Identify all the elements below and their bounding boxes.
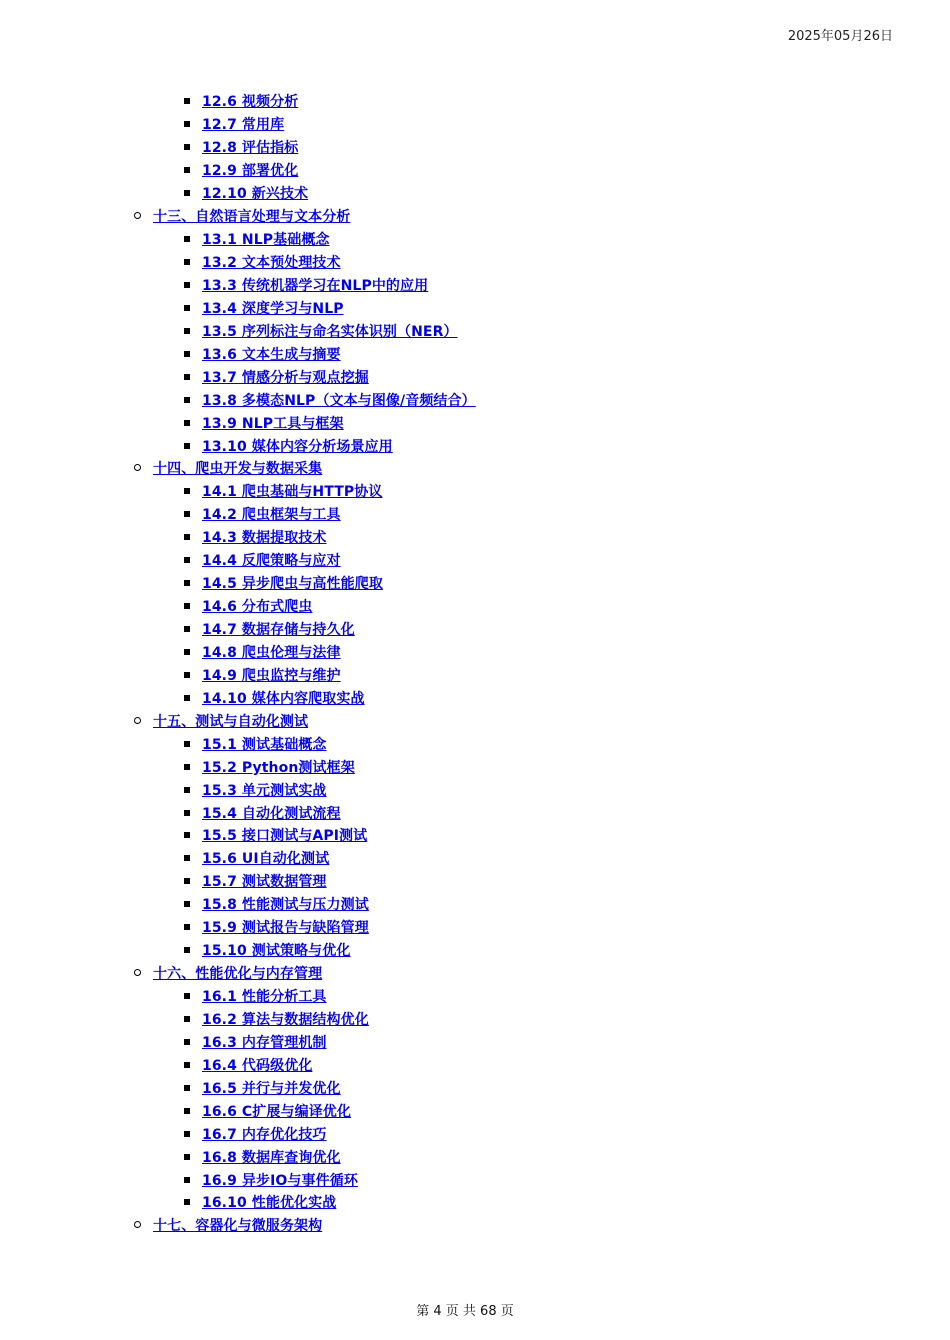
square-bullet-icon: [184, 1016, 190, 1022]
toc-subsection: [0, 1076, 900, 1099]
toc-subsection: [0, 893, 900, 916]
toc-link[interactable]: 15.1 测试基础概念: [202, 736, 327, 753]
toc-subsection: [0, 686, 900, 709]
toc-link[interactable]: 15.3 单元测试实战: [202, 782, 327, 799]
toc-subsection: [0, 1008, 900, 1031]
circle-bullet-icon: [134, 1221, 141, 1228]
square-bullet-icon: [184, 282, 190, 288]
square-bullet-icon: [184, 397, 190, 403]
square-bullet-icon: [184, 603, 190, 609]
square-bullet-icon: [184, 1131, 190, 1137]
toc-link[interactable]: 12.7 常用库: [202, 117, 285, 134]
toc-subsection: [0, 434, 900, 457]
toc-subsection: [0, 1191, 900, 1214]
toc-link[interactable]: 15.4 自动化测试流程: [202, 805, 341, 822]
square-bullet-icon: [184, 1085, 190, 1091]
toc-subsection: [0, 251, 900, 274]
table-of-contents: [0, 90, 900, 1237]
toc-subsection: [0, 985, 900, 1008]
square-bullet-icon: [184, 649, 190, 655]
toc-section: [0, 1214, 900, 1237]
toc-link[interactable]: 14.5 异步爬虫与高性能爬取: [202, 576, 383, 593]
toc-link[interactable]: 14.4 反爬策略与应对: [202, 553, 341, 570]
square-bullet-icon: [184, 121, 190, 127]
toc-subsection: [0, 228, 900, 251]
toc-subsection: [0, 870, 900, 893]
toc-subsection: [0, 113, 900, 136]
square-bullet-icon: [184, 98, 190, 104]
toc-subsection: [0, 480, 900, 503]
square-bullet-icon: [184, 855, 190, 861]
square-bullet-icon: [184, 695, 190, 701]
toc-subsection: [0, 1099, 900, 1122]
toc-link[interactable]: 16.9 异步IO与事件循环: [202, 1172, 358, 1189]
toc-link[interactable]: 13.7 情感分析与观点挖掘: [202, 369, 369, 386]
toc-subsection: [0, 365, 900, 388]
toc-link[interactable]: 16.2 算法与数据结构优化: [202, 1011, 369, 1028]
toc-link[interactable]: 14.3 数据提取技术: [202, 530, 327, 547]
toc-link[interactable]: 14.10 媒体内容爬取实战: [202, 690, 365, 707]
square-bullet-icon: [184, 351, 190, 357]
toc-link[interactable]: 十四、爬虫开发与数据采集: [153, 461, 323, 478]
page-date: 2025年05月26日: [787, 29, 893, 44]
toc-link[interactable]: 16.4 代码级优化: [202, 1057, 313, 1074]
toc-link[interactable]: 13.10 媒体内容分析场景应用: [202, 438, 393, 455]
toc-link[interactable]: 14.2 爬虫框架与工具: [202, 507, 341, 524]
toc-subsection: [0, 641, 900, 664]
circle-bullet-icon: [134, 717, 141, 724]
toc-subsection: [0, 847, 900, 870]
toc-link[interactable]: 14.6 分布式爬虫: [202, 599, 313, 616]
toc-subsection: [0, 526, 900, 549]
toc-link[interactable]: 12.6 视频分析: [202, 94, 299, 111]
toc-subsection: [0, 342, 900, 365]
toc-link[interactable]: 十六、性能优化与内存管理: [153, 966, 323, 983]
square-bullet-icon: [184, 901, 190, 907]
toc-link[interactable]: 16.6 C扩展与编译优化: [202, 1103, 351, 1120]
toc-link[interactable]: 15.8 性能测试与压力测试: [202, 897, 369, 914]
toc-link[interactable]: 13.6 文本生成与摘要: [202, 346, 341, 363]
toc-link[interactable]: 15.2 Python测试框架: [202, 759, 355, 776]
square-bullet-icon: [184, 787, 190, 793]
toc-subsection: [0, 388, 900, 411]
square-bullet-icon: [184, 534, 190, 540]
square-bullet-icon: [184, 1108, 190, 1114]
toc-link[interactable]: 15.9 测试报告与缺陷管理: [202, 920, 369, 937]
toc-subsection: [0, 1168, 900, 1191]
square-bullet-icon: [184, 305, 190, 311]
square-bullet-icon: [184, 144, 190, 150]
toc-link[interactable]: 13.5 序列标注与命名实体识别（NER）: [202, 323, 458, 340]
square-bullet-icon: [184, 1062, 190, 1068]
toc-subsection: [0, 778, 900, 801]
toc-link[interactable]: 16.1 性能分析工具: [202, 989, 327, 1006]
toc-link[interactable]: 16.7 内存优化技巧: [202, 1126, 327, 1143]
square-bullet-icon: [184, 420, 190, 426]
toc-subsection: [0, 182, 900, 205]
toc-subsection: [0, 1053, 900, 1076]
square-bullet-icon: [184, 557, 190, 563]
toc-link[interactable]: 13.4 深度学习与NLP: [202, 300, 344, 317]
toc-link[interactable]: 15.7 测试数据管理: [202, 874, 327, 891]
square-bullet-icon: [184, 511, 190, 517]
square-bullet-icon: [184, 580, 190, 586]
square-bullet-icon: [184, 443, 190, 449]
circle-bullet-icon: [134, 212, 141, 219]
circle-bullet-icon: [134, 464, 141, 471]
toc-subsection: [0, 595, 900, 618]
square-bullet-icon: [184, 993, 190, 999]
toc-section: [0, 205, 900, 228]
square-bullet-icon: [184, 810, 190, 816]
toc-link[interactable]: 13.9 NLP工具与框架: [202, 415, 344, 432]
toc-subsection: [0, 618, 900, 641]
toc-section: [0, 457, 900, 480]
toc-subsection: [0, 159, 900, 182]
square-bullet-icon: [184, 764, 190, 770]
square-bullet-icon: [184, 1154, 190, 1160]
toc-subsection: [0, 801, 900, 824]
toc-subsection: [0, 572, 900, 595]
toc-section: [0, 962, 900, 985]
toc-link[interactable]: 13.8 多模态NLP（文本与图像/音频结合）: [202, 392, 476, 409]
toc-subsection: [0, 939, 900, 962]
square-bullet-icon: [184, 626, 190, 632]
toc-subsection: [0, 319, 900, 342]
square-bullet-icon: [184, 374, 190, 380]
toc-link[interactable]: 16.8 数据库查询优化: [202, 1149, 341, 1166]
toc-link[interactable]: 13.3 传统机器学习在NLP中的应用: [202, 277, 429, 294]
toc-subsection: [0, 1122, 900, 1145]
square-bullet-icon: [184, 741, 190, 747]
toc-link[interactable]: 十七、容器化与微服务架构: [153, 1218, 323, 1235]
toc-subsection: [0, 549, 900, 572]
toc-subsection: [0, 274, 900, 297]
square-bullet-icon: [184, 832, 190, 838]
toc-link[interactable]: 12.9 部署优化: [202, 163, 299, 180]
toc-link[interactable]: 12.8 评估指标: [202, 140, 299, 157]
toc-subsection: [0, 824, 900, 847]
toc-subsection: [0, 663, 900, 686]
toc-subsection: [0, 1145, 900, 1168]
circle-bullet-icon: [134, 969, 141, 976]
square-bullet-icon: [184, 167, 190, 173]
square-bullet-icon: [184, 1039, 190, 1045]
toc-subsection: [0, 503, 900, 526]
square-bullet-icon: [184, 190, 190, 196]
toc-link[interactable]: 16.3 内存管理机制: [202, 1034, 327, 1051]
toc-subsection: [0, 916, 900, 939]
square-bullet-icon: [184, 1177, 190, 1183]
toc-subsection: [0, 296, 900, 319]
toc-subsection: [0, 136, 900, 159]
square-bullet-icon: [184, 328, 190, 334]
toc-section: [0, 709, 900, 732]
toc-link[interactable]: 14.7 数据存储与持久化: [202, 622, 355, 639]
toc-subsection: [0, 732, 900, 755]
toc-link[interactable]: 十五、测试与自动化测试: [153, 713, 309, 730]
toc-subsection: [0, 90, 900, 113]
square-bullet-icon: [184, 1199, 190, 1205]
toc-link[interactable]: 十三、自然语言处理与文本分析: [153, 209, 351, 226]
square-bullet-icon: [184, 878, 190, 884]
square-bullet-icon: [184, 672, 190, 678]
toc-link[interactable]: 14.8 爬虫伦理与法律: [202, 644, 341, 661]
toc-link[interactable]: 13.2 文本预处理技术: [202, 255, 341, 272]
square-bullet-icon: [184, 947, 190, 953]
toc-link[interactable]: 16.10 性能优化实战: [202, 1195, 337, 1212]
toc-link[interactable]: 16.5 并行与并发优化: [202, 1080, 341, 1097]
toc-link[interactable]: 14.1 爬虫基础与HTTP协议: [202, 484, 383, 501]
square-bullet-icon: [184, 488, 190, 494]
square-bullet-icon: [184, 259, 190, 265]
page-number: 第 4 页 共 68 页: [416, 1304, 514, 1319]
toc-link[interactable]: 14.9 爬虫监控与维护: [202, 667, 341, 684]
toc-link[interactable]: 12.10 新兴技术: [202, 186, 309, 203]
square-bullet-icon: [184, 236, 190, 242]
toc-link[interactable]: 13.1 NLP基础概念: [202, 232, 330, 249]
square-bullet-icon: [184, 924, 190, 930]
toc-link[interactable]: 15.5 接口测试与API测试: [202, 828, 368, 845]
toc-subsection: [0, 411, 900, 434]
toc-subsection: [0, 755, 900, 778]
toc-link[interactable]: 15.6 UI自动化测试: [202, 851, 330, 868]
toc-subsection: [0, 1030, 900, 1053]
toc-link[interactable]: 15.10 测试策略与优化: [202, 943, 351, 960]
